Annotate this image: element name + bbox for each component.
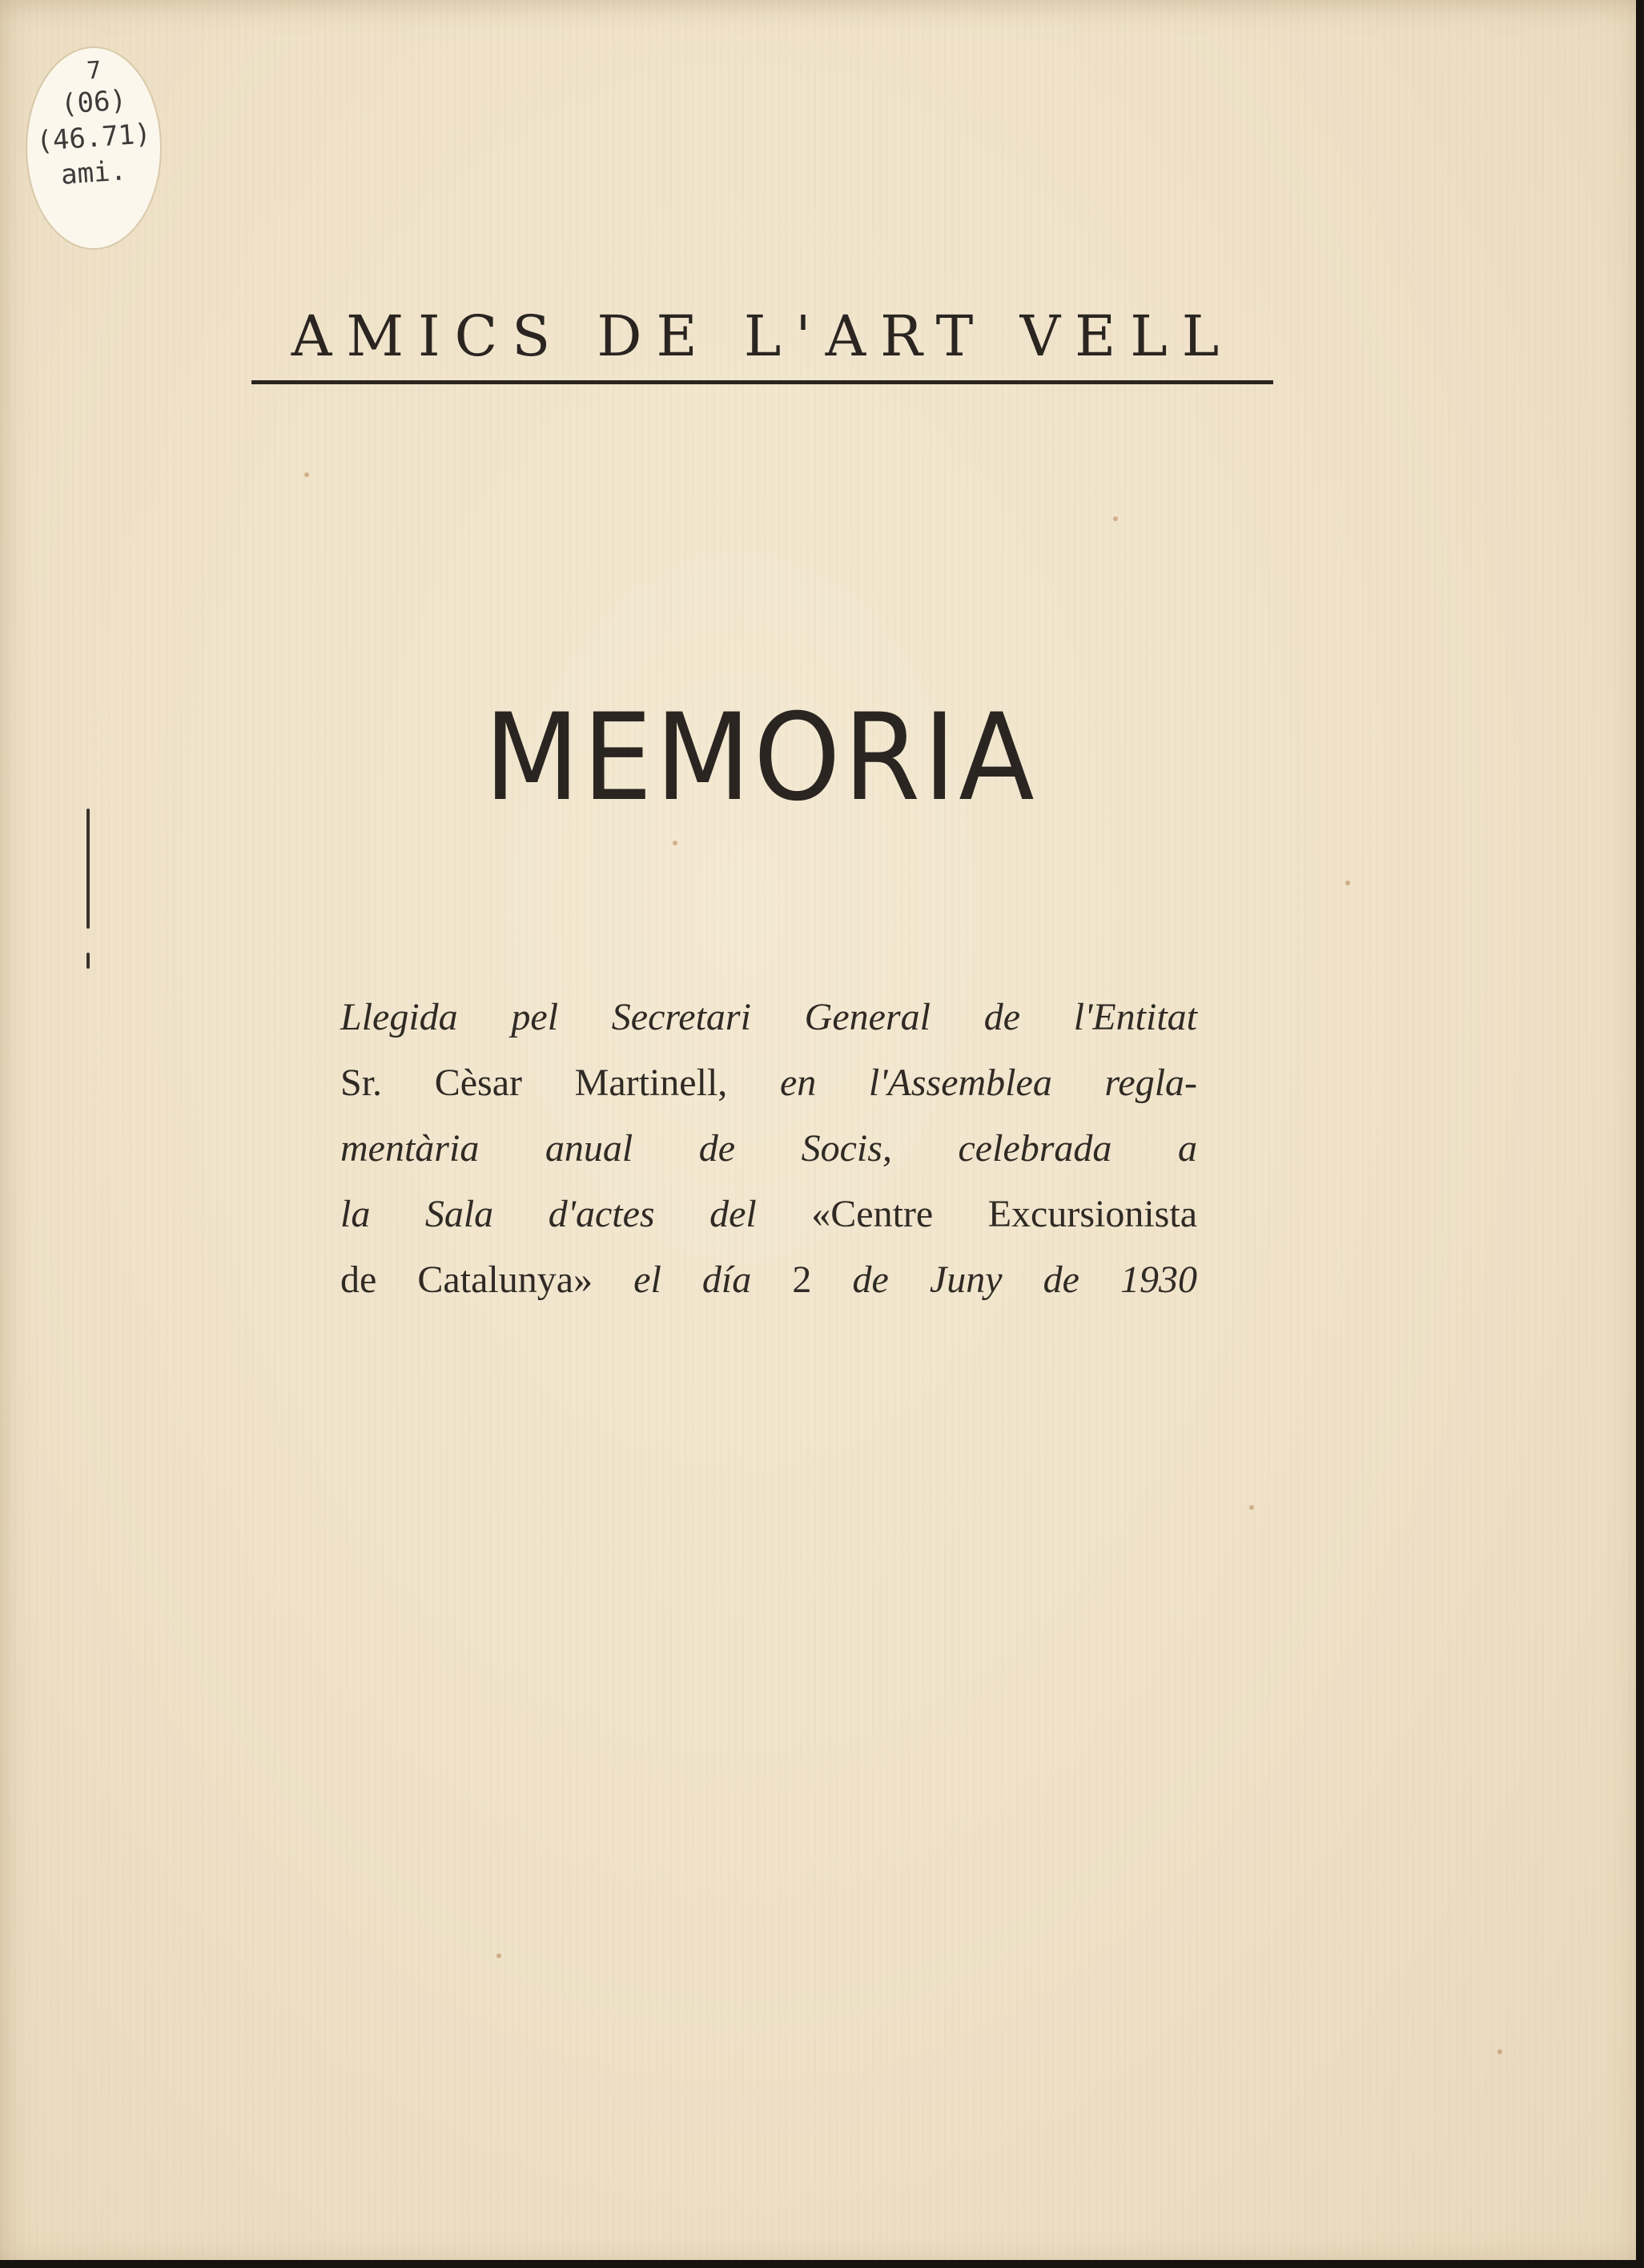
- document-subtitle: [340, 985, 1197, 1313]
- subtitle-segment: Llegida pel Secretari General de l'Entitat: [340, 996, 1197, 1038]
- catalog-line: 7: [86, 56, 102, 86]
- subtitle-line: [340, 985, 1197, 1050]
- paper-speck: [1497, 2049, 1502, 2054]
- document-title: MEMORIA: [484, 688, 1038, 828]
- subtitle-line: [340, 1116, 1197, 1182]
- scan-edge-bottom: [0, 2260, 1644, 2268]
- paper-speck: [496, 1953, 501, 1958]
- subtitle-segment: el día: [633, 1258, 793, 1301]
- subtitle-line: [340, 1050, 1197, 1116]
- paper-speck: [1113, 516, 1118, 521]
- subtitle-segment: «Centre Excursionista: [811, 1193, 1198, 1235]
- catalog-line: (46.71): [35, 118, 152, 158]
- subtitle-segment: de Catalunya»: [340, 1258, 634, 1301]
- society-header: [251, 296, 1273, 384]
- subtitle-segment: de Juny de: [852, 1258, 1121, 1301]
- subtitle-segment: en l'Assemblea regla-: [779, 1062, 1198, 1104]
- subtitle-line: [340, 1247, 1197, 1313]
- subtitle-segment: mentària anual de Socis, celebrada a: [340, 1127, 1197, 1170]
- paper-speck: [1345, 881, 1350, 885]
- catalog-line: (06): [59, 84, 128, 121]
- scan-edge-right: [1636, 0, 1644, 2268]
- catalog-sticker: [27, 48, 160, 248]
- catalog-line: ami.: [59, 155, 128, 191]
- subtitle-line: [340, 1182, 1197, 1247]
- subtitle-segment: la Sala d'actes del: [340, 1193, 812, 1235]
- paper-speck: [673, 841, 677, 845]
- subtitle-segment: Sr. Cèsar Martinell,: [340, 1062, 780, 1104]
- society-name: AMICS DE L'ART VELL: [291, 303, 1234, 369]
- subtitle-segment: 2: [792, 1258, 853, 1301]
- paper-speck: [1249, 1505, 1254, 1510]
- paper-speck: [304, 472, 309, 477]
- subtitle-segment: 1930: [1120, 1258, 1198, 1301]
- binding-mark: [86, 953, 90, 969]
